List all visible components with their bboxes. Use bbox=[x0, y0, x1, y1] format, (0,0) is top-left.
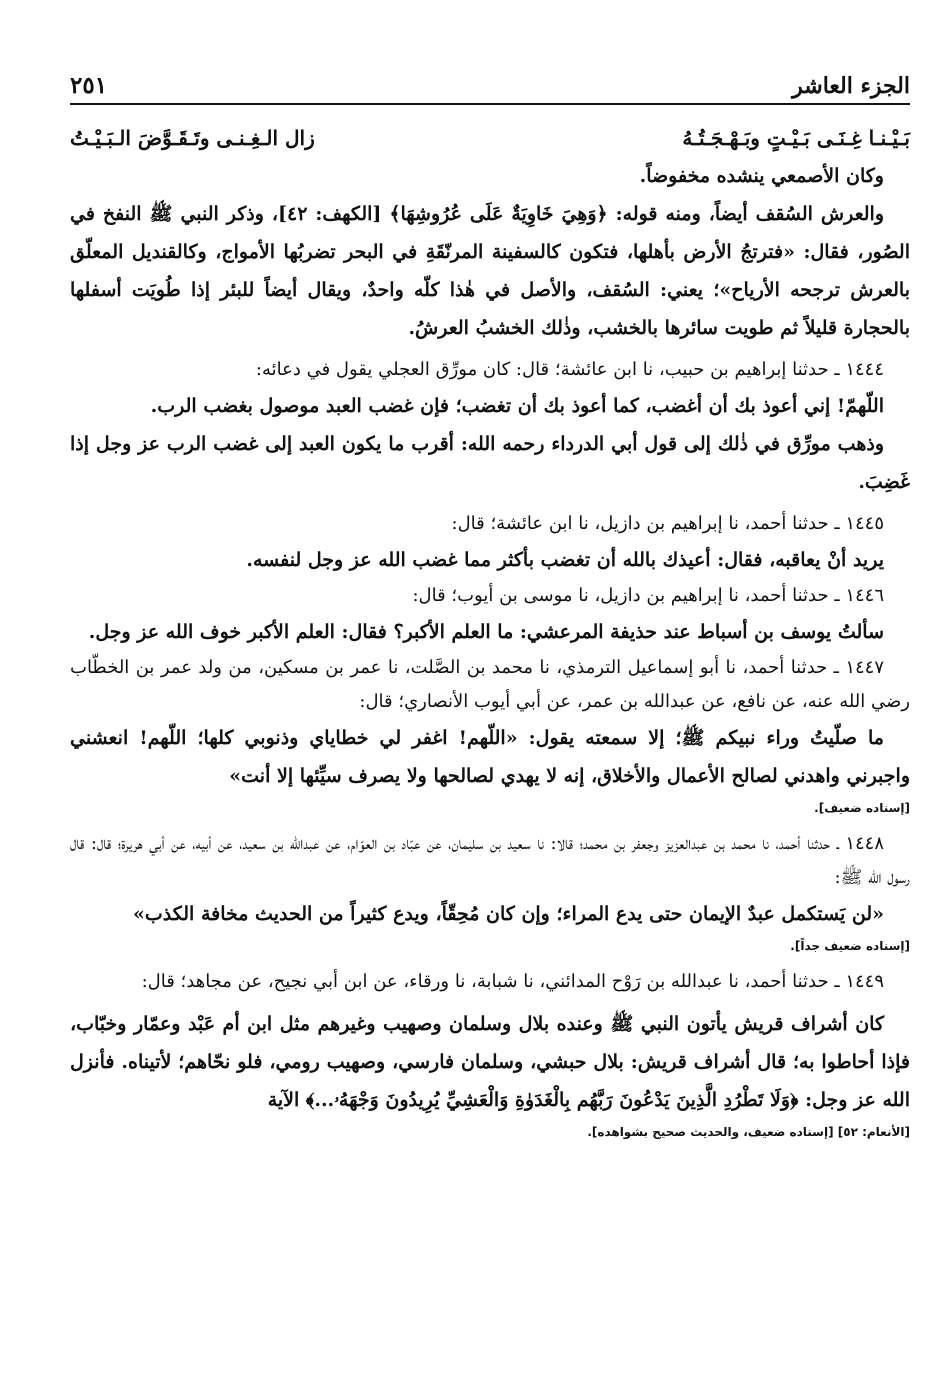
page-header bbox=[70, 55, 910, 105]
paragraph: وذهب مورِّق في ذٰلك إلى قول أبي الدرداء رحمه الله: أقرب ما يكون العبد إلى غضب الرب عز وجل إذا غَضِبَ. bbox=[70, 433, 910, 493]
grading-note: [إسناده ضعيف جداً]. bbox=[790, 939, 910, 953]
hadith-chain: ١٤٤٦ ـ حدثنا أحمد، نا إبراهيم بن دازيل، نا موسى بن أيوب؛ قال: bbox=[412, 585, 884, 606]
hadith-text: اللّهمّ! إني أعوذ بك أن أغضب، كما أعوذ بك أن تغضب؛ فإن غضب العبد موصول بغضب الرب. bbox=[150, 395, 884, 417]
hadith-chain: ١٤٤٧ ـ حدثنا أحمد، نا أبو إسماعيل الترمذي، نا محمد بن الصَّلت، نا عمر بن مسكين، من ولد عمر بن الخطّاب رضي الله عنه، عن نافع، عن عبدالله بن عمر، عن أبي أيوب الأنصاري؛ قال: bbox=[70, 657, 910, 712]
hadith-text: «لن يَستكمل عبدٌ الإيمان حتى يدع المراء؛ وإن كان مُحِقّاً، ويدع كثيراً من الحديث مخافة الكذب» bbox=[133, 903, 884, 925]
page-body bbox=[70, 119, 910, 1145]
hadith-chain: ١٤٤٤ ـ حدثنا إبراهيم بن حبيب، نا ابن عائشة؛ قال: كان مورِّق العجلي يقول في دعائه: bbox=[255, 359, 884, 380]
verse-first-hemistich: بَـيْـنـا غِـنَـى بَـيْـتٍ وبَـهْـجَـتُـهُ bbox=[682, 126, 910, 150]
grading-note: [إسناده ضعيف]. bbox=[814, 801, 910, 815]
hadith-text: ما صلّيتُ وراء نبيكم ﷺ؛ إلا سمعته يقول: «اللّهم! اغفر لي خطاياي وذنوبي كلها؛ اللّهم! انعشني واجبرني واهدني لصالح الأعمال والأخلاق، إنه لا يهدي لصالحها ولا يصرف سيِّئها إلا أنت» bbox=[70, 727, 910, 787]
paragraph: وكان الأصمعي ينشده مخفوضاً. bbox=[639, 165, 884, 187]
hadith-chain: ١٤٤٨ ـ حدثنا أحمد، نا محمد بن عبدالعزيز وجعفر بن محمد؛ قالا: نا سعيد بن سليمان، عن عبّاد بن العوّام، عن عبدالله بن سعيد، عن أبيه، عن أبي هريرة؛ قال: قال رسول الله ﷺ: bbox=[70, 833, 910, 888]
verse-second-hemistich: زال الـغِـنـى وتَـقَـوَّضَ الـبَـيْـتُ bbox=[70, 126, 315, 150]
hadith-text: كان أشراف قريش يأتون النبي ﷺ وعنده بلال وسلمان وصهيب وغيرهم مثل ابن أم عَبْد وعمّار وخبّاب، فإذا أحاطوا به؛ قال أشراف قريش: بلال حبشي، وسلمان فارسي، وصهيب رومي، فلو نحّاهم؛ لأتيناه. فأنزل الله عز وجل: ﴿وَلَا تَطْرُدِ الَّذِينَ يَدْعُونَ رَبَّهُم بِالْغَدَوٰةِ وَالْعَشِيِّ يُرِيدُونَ وَجْهَهُۥ...﴾ الآية bbox=[70, 1013, 910, 1111]
hadith-chain: ١٤٤٩ ـ حدثنا أحمد، نا عبدالله بن رَوْح المدائني، نا شبابة، نا ورقاء، عن ابن أبي نجيح، عن مجاهد؛ قال: bbox=[141, 971, 884, 992]
hadith-chain: ١٤٤٥ ـ حدثنا أحمد، نا إبراهيم بن دازيل، نا ابن عائشة؛ قال: bbox=[451, 513, 884, 534]
paragraph: والعرش السُقف أيضاً، ومنه قوله: ﴿وَهِيَ خَاوِيَةٌ عَلَى عُرُوشِهَا﴾ [الكهف: ٤٢]، وذكر النبي ﷺ النفخ في الصُور، فقال: «فترتجُ الأرض بأهلها، فتكون كالسفينة المرنّقَةِ في البحر تضربُها الأمواج، وكالقنديل المعلّق بالعرش ترجحه الأرياح»؛ يعني: السُقف، والأصل في هٰذا كلّه واحدٌ، ويقال أيضاً للبئر إذا طُويَت أسفلها بالحجارة قليلاً ثم طويت سائرها بالخشب، وذٰلك الخشبُ العرشُ. bbox=[70, 203, 910, 339]
grading-note: [الأنعام: ٥٢] [إسناده ضعيف، والحديث صحيح بشواهده]. bbox=[587, 1125, 910, 1139]
running-title: الجزء العاشر bbox=[792, 73, 910, 99]
hadith-text: يريد أنْ يعاقبه، فقال: أعيذك بالله أن تغضب بأكثر مما غضب الله عز وجل لنفسه. bbox=[246, 549, 884, 571]
book-page bbox=[70, 55, 910, 1145]
page-number: ٢٥١ bbox=[70, 72, 108, 99]
hadith-text: سألتُ يوسف بن أسباط عند حذيفة المرعشي: ما العلم الأكبر؟ فقال: العلم الأكبر خوف الله عز وجل. bbox=[88, 621, 884, 643]
poetry-verse bbox=[70, 119, 910, 157]
